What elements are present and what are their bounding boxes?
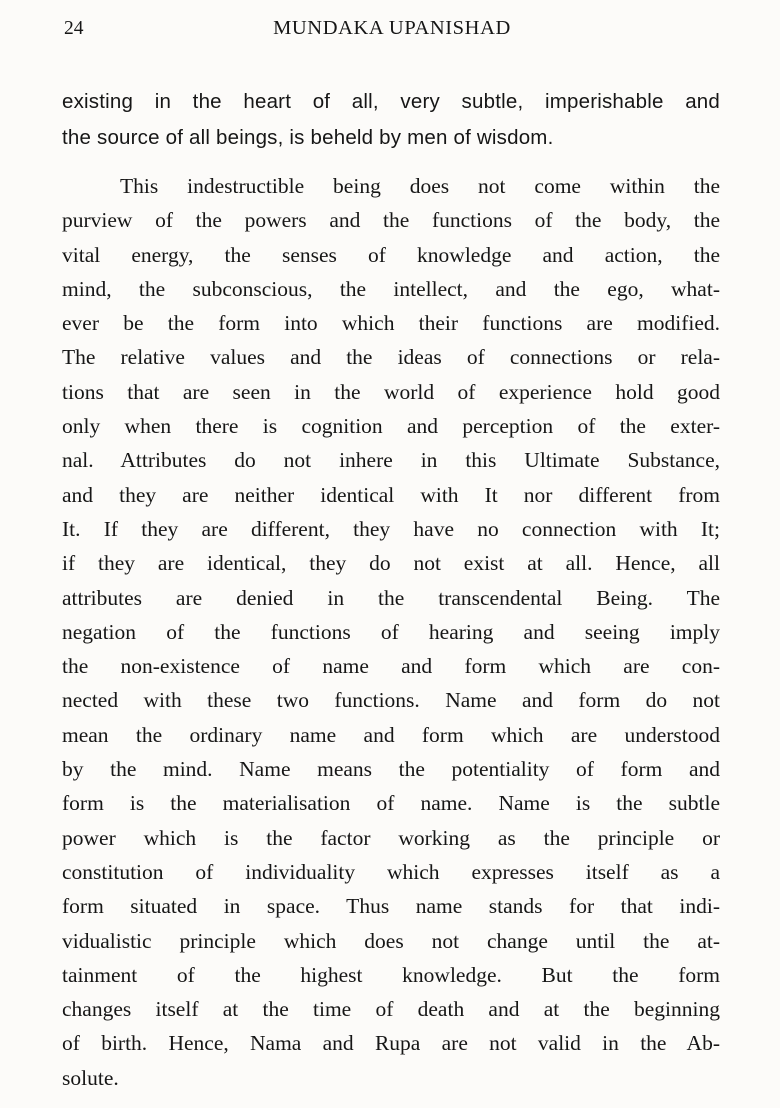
commentary-line: form situated in space. Thus name stands for that indi- xyxy=(62,894,720,919)
commentary-line: This indestructible being does not come within the xyxy=(120,174,720,198)
running-header xyxy=(62,17,722,47)
commentary-line: vidualistic principle which does not change until the at- xyxy=(62,928,720,953)
commentary-line: purview of the powers and the functions of the body, the xyxy=(62,208,720,233)
commentary-line: form is the materialisation of name. Name is the subtle xyxy=(62,791,720,816)
verse-line: existing in the heart of all, very subtle, imperishable and xyxy=(62,90,720,113)
commentary-line: nected with these two functions. Name and form do not xyxy=(62,688,720,713)
commentary-line: of birth. Hence, Nama and Rupa are not valid in the Ab- xyxy=(62,1031,720,1056)
text-block xyxy=(62,84,720,1095)
commentary-line: power which is the factor working as the principle or xyxy=(62,825,720,850)
commentary-line: attributes are denied in the transcendental Being. The xyxy=(62,585,720,610)
commentary-line: changes itself at the time of death and at the beginning xyxy=(62,997,720,1022)
verse-paragraph xyxy=(62,84,720,155)
commentary-line: if they are identical, they do not exist at all. Hence, all xyxy=(62,551,720,576)
commentary-paragraph xyxy=(62,169,720,1095)
verse-line: the source of all beings, is beheld by men of wisdom. xyxy=(62,125,554,149)
page-number: 24 xyxy=(64,18,84,39)
commentary-line: solute. xyxy=(62,1065,119,1090)
commentary-line: only when there is cognition and perception of the exter- xyxy=(62,414,720,439)
commentary-line: constitution of individuality which expresses itself as a xyxy=(62,859,720,884)
commentary-line: mind, the subconscious, the intellect, and the ego, what- xyxy=(62,276,720,301)
commentary-line: tions that are seen in the world of experience hold good xyxy=(62,379,720,404)
commentary-line: and they are neither identical with It nor different from xyxy=(62,482,720,507)
commentary-line: vital energy, the senses of knowledge and action, the xyxy=(62,242,720,267)
commentary-line: nal. Attributes do not inhere in this Ultimate Substance, xyxy=(62,448,720,473)
commentary-line: ever be the form into which their functions are modified. xyxy=(62,311,720,336)
commentary-line: It. If they are different, they have no connection with It; xyxy=(62,516,720,541)
commentary-line: the non-existence of name and form which are con- xyxy=(62,654,720,679)
commentary-line: mean the ordinary name and form which are understood xyxy=(62,722,720,747)
commentary-line: negation of the functions of hearing and seeing imply xyxy=(62,619,720,644)
commentary-line: The relative values and the ideas of connections or rela- xyxy=(62,345,720,370)
commentary-line: by the mind. Name means the potentiality of form and xyxy=(62,757,720,782)
commentary-line: tainment of the highest knowledge. But the form xyxy=(62,962,720,987)
running-header-title: MUNDAKA UPANISHAD xyxy=(273,17,511,39)
